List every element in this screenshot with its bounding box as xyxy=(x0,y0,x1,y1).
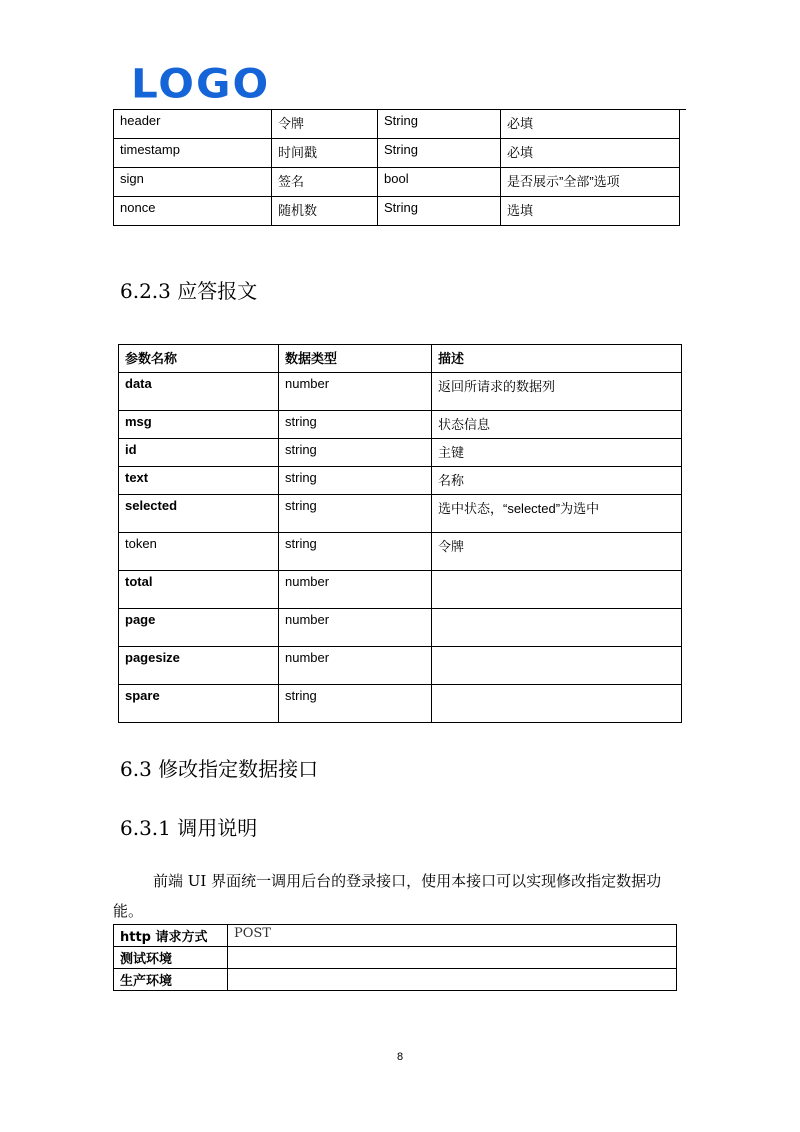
field-desc-cell: 令牌 xyxy=(432,533,682,571)
table-row xyxy=(119,439,682,467)
table-header-row xyxy=(119,345,682,373)
http-label-cell: http 请求方式 xyxy=(114,925,228,947)
http-label-cell: 生产环境 xyxy=(114,969,228,991)
field-type-cell: string xyxy=(279,533,432,571)
table-row xyxy=(114,947,677,969)
field-desc-cell: 状态信息 xyxy=(432,411,682,439)
header-cell: 数据类型 xyxy=(279,345,432,373)
field-name-cell: text xyxy=(119,467,279,495)
field-type-cell: string xyxy=(279,467,432,495)
param-type-cell: String xyxy=(378,197,501,226)
param-name-cell: nonce xyxy=(114,197,272,226)
field-type-cell: string xyxy=(279,685,432,723)
http-value-cell xyxy=(228,969,677,991)
field-name-cell: page xyxy=(119,609,279,647)
table-row xyxy=(114,969,677,991)
field-type-cell: number xyxy=(279,373,432,411)
field-name-cell: selected xyxy=(119,495,279,533)
section-heading-6-3-1: 6.3.1 调用说明 xyxy=(120,816,258,840)
table-row xyxy=(119,467,682,495)
field-name-cell: total xyxy=(119,571,279,609)
field-desc-cell: 名称 xyxy=(432,467,682,495)
field-name-cell: pagesize xyxy=(119,647,279,685)
param-desc-cell: 随机数 xyxy=(272,197,378,226)
field-desc-cell xyxy=(432,571,682,609)
page-number: 8 xyxy=(396,1051,404,1063)
field-type-cell: string xyxy=(279,439,432,467)
table-row xyxy=(114,110,680,139)
response-table xyxy=(118,344,682,723)
field-desc-cell xyxy=(432,609,682,647)
field-desc-cell xyxy=(432,647,682,685)
table-row xyxy=(119,495,682,533)
request-params-table xyxy=(113,109,680,226)
field-type-cell: string xyxy=(279,495,432,533)
table-row xyxy=(119,571,682,609)
table-row xyxy=(114,925,677,947)
field-desc-cell: 选中状态，“selected”为选中 xyxy=(432,495,682,533)
param-required-cell: 选填 xyxy=(501,197,680,226)
param-desc-cell: 签名 xyxy=(272,168,378,197)
param-name-cell: sign xyxy=(114,168,272,197)
param-name-cell: timestamp xyxy=(114,139,272,168)
param-type-cell: bool xyxy=(378,168,501,197)
param-desc-cell: 令牌 xyxy=(272,110,378,139)
field-name-cell: spare xyxy=(119,685,279,723)
table-row xyxy=(114,168,680,197)
body-paragraph: 前端 UI 界面统一调用后台的登录接口，使用本接口可以实现修改指定数据功能。 xyxy=(113,872,662,920)
field-name-cell: id xyxy=(119,439,279,467)
table-row xyxy=(119,685,682,723)
http-value-cell: POST xyxy=(228,925,677,947)
param-required-cell: 是否展示”全部”选项 xyxy=(501,168,680,197)
logo: LOGO xyxy=(131,60,271,107)
field-type-cell: string xyxy=(279,411,432,439)
field-type-cell: number xyxy=(279,571,432,609)
table-row xyxy=(119,373,682,411)
param-type-cell: String xyxy=(378,110,501,139)
table-row xyxy=(119,533,682,571)
header-cell: 参数名称 xyxy=(119,345,279,373)
field-name-cell: msg xyxy=(119,411,279,439)
field-desc-cell: 主键 xyxy=(432,439,682,467)
table-row xyxy=(119,609,682,647)
field-desc-cell: 返回所请求的数据列 xyxy=(432,373,682,411)
table-row xyxy=(119,647,682,685)
field-name-cell: token xyxy=(119,533,279,571)
table-row xyxy=(119,411,682,439)
http-label-cell: 测试环境 xyxy=(114,947,228,969)
table-row xyxy=(114,139,680,168)
field-type-cell: number xyxy=(279,647,432,685)
param-required-cell: 必填 xyxy=(501,110,680,139)
param-desc-cell: 时间戳 xyxy=(272,139,378,168)
field-name-cell: data xyxy=(119,373,279,411)
section-heading-6-3: 6.3 修改指定数据接口 xyxy=(120,757,319,781)
field-desc-cell xyxy=(432,685,682,723)
param-name-cell: header xyxy=(114,110,272,139)
section-heading-6-2-3: 6.2.3 应答报文 xyxy=(120,279,258,303)
field-type-cell: number xyxy=(279,609,432,647)
http-info-table xyxy=(113,924,677,991)
param-type-cell: String xyxy=(378,139,501,168)
param-required-cell: 必填 xyxy=(501,139,680,168)
table-row xyxy=(114,197,680,226)
http-value-cell xyxy=(228,947,677,969)
header-cell: 描述 xyxy=(432,345,682,373)
